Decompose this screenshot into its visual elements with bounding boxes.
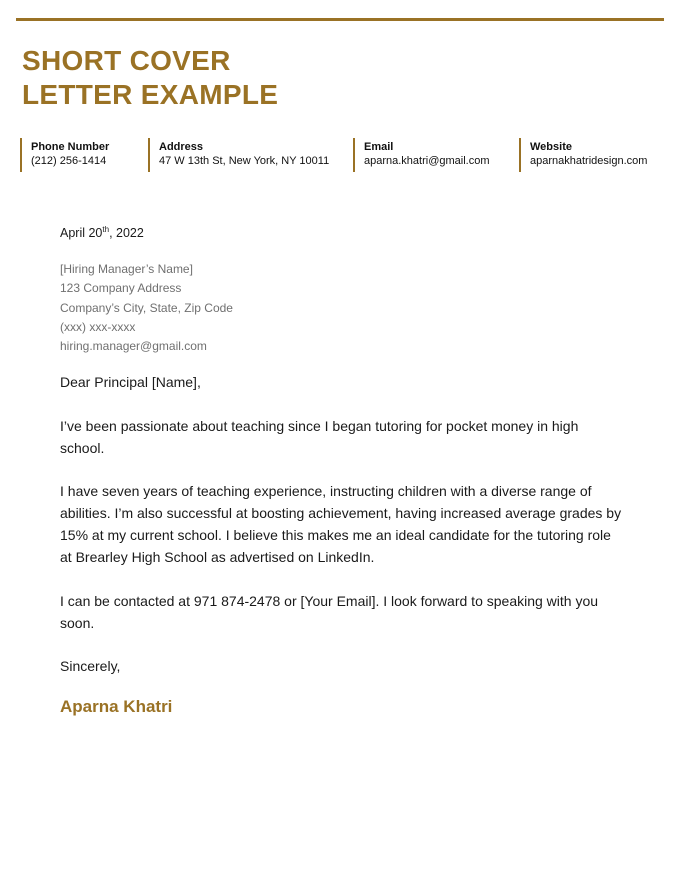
- letter-date: [60, 224, 625, 242]
- signature: Aparna Khatri: [60, 697, 173, 717]
- top-divider: [16, 18, 664, 21]
- document-title: [22, 44, 278, 112]
- recipient-city: Company’s City, State, Zip Code: [60, 300, 233, 315]
- address-label: Address: [159, 141, 204, 153]
- letter-body: [60, 224, 625, 719]
- date-month-day: April 20: [60, 226, 103, 240]
- contact-address: [148, 138, 353, 172]
- paragraph-1: I’ve been passionate about teaching since I began tutoring for pocket money in high school.: [60, 417, 579, 456]
- recipient-block: [60, 260, 625, 356]
- contact-website: [519, 138, 664, 172]
- date-suffix: th: [102, 224, 110, 234]
- title-line-2: LETTER EXAMPLE: [22, 79, 279, 110]
- paragraph-3: I can be contacted at 971 874-2478 or [Your Email]. I look forward to speaking with you soon.: [60, 592, 599, 631]
- phone-value: (212) 256-1414: [31, 155, 107, 167]
- recipient-address: 123 Company Address: [60, 281, 182, 296]
- website-link[interactable]: aparnakhatridesign.com: [530, 155, 648, 167]
- signoff: Sincerely,: [60, 658, 121, 675]
- paragraph-2: I have seven years of teaching experience, instructing children with a diverse range of abilities. I’m also successful at boosting achievement, having increased average grades by 15% at my current school. I believe this makes me an ideal candidate for the tutoring role at Brearley High School as advertised on LinkedIn.: [60, 483, 622, 566]
- email-link[interactable]: aparna.khatri@gmail.com: [364, 155, 490, 167]
- recipient-name: [Hiring Manager’s Name]: [60, 262, 193, 276]
- email-label: Email: [364, 141, 394, 153]
- date-year: , 2022: [109, 226, 144, 240]
- website-label: Website: [530, 141, 572, 153]
- phone-label: Phone Number: [31, 141, 110, 153]
- title-line-1: SHORT COVER: [22, 45, 231, 76]
- recipient-phone: (xxx) xxx-xxxx: [60, 319, 136, 334]
- greeting: Dear Principal [Name],: [60, 374, 201, 391]
- address-value: 47 W 13th St, New York, NY 10011: [159, 155, 330, 167]
- contact-phone: [20, 138, 148, 172]
- contact-bar: [20, 138, 668, 174]
- contact-email: [353, 138, 519, 172]
- recipient-email: hiring.manager@gmail.com: [60, 339, 207, 354]
